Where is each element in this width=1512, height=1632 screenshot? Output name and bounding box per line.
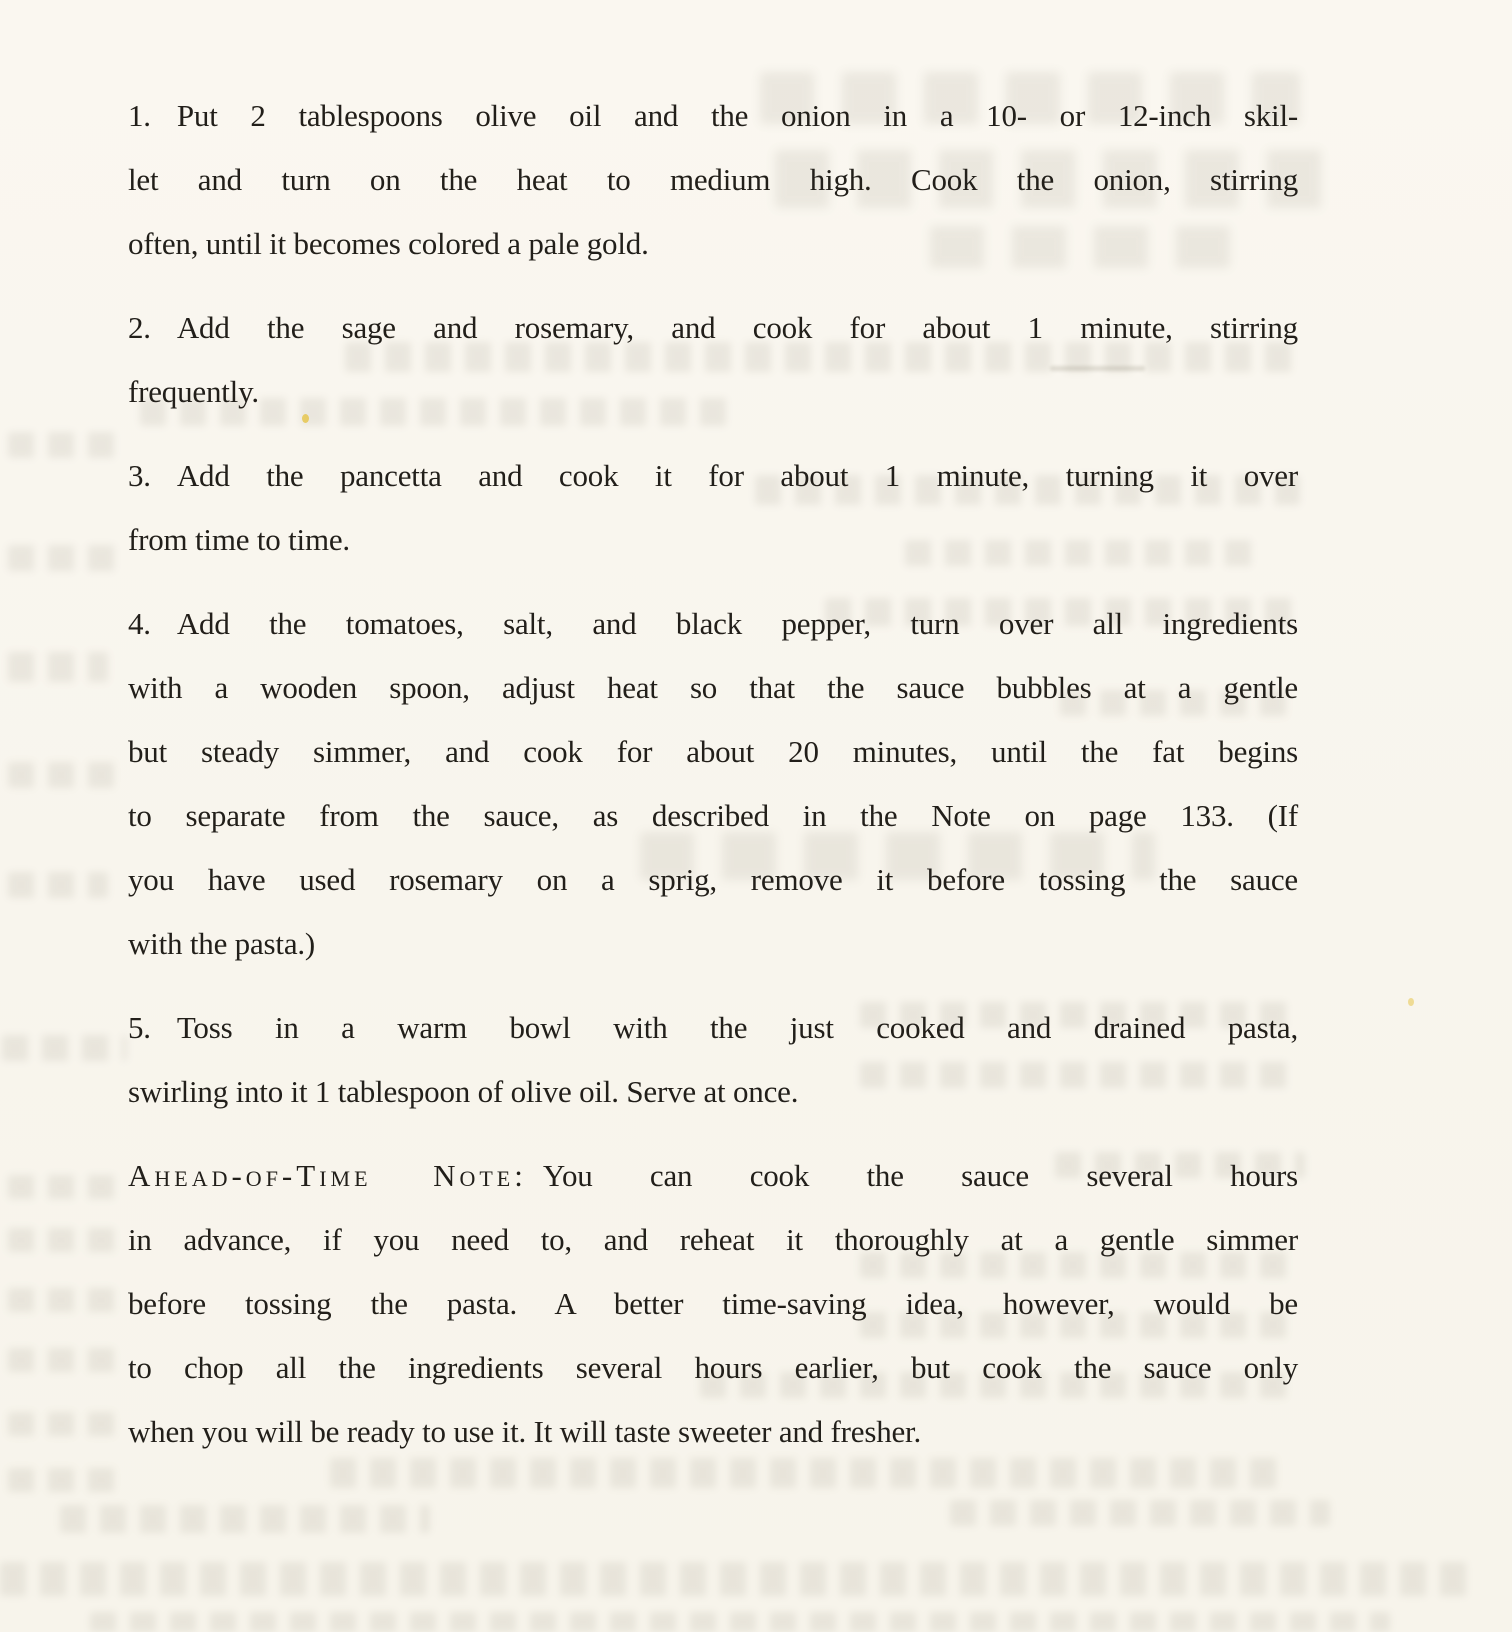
note-line: to chop all the ingredients several hours earlier, but cook the sauce only [128,1350,1298,1385]
step-line: 1. Put 2 tablespoons olive oil and the onion in a 10- or 12-inch skil- [128,84,1298,148]
show-through-ghost [8,872,108,898]
show-through-ghost [8,545,120,571]
note-line: when you will be ready to use it. It will taste sweeter and fresher. [128,1414,922,1449]
show-through-ghost [90,1612,1390,1632]
note-line: before tossing the pasta. A better time-saving idea, however, would be [128,1286,1298,1321]
step-line: 4. Add the tomatoes, salt, and black pepper, turn over all ingredients [128,592,1298,656]
show-through-ghost [8,1228,118,1252]
note-line: in advance, if you need to, and reheat it thoroughly at a gentle simmer [128,1222,1298,1257]
step-line: swirling into it 1 tablespoon of olive oil. Serve at once. [128,1074,799,1109]
show-through-ghost [8,652,108,682]
scan-speck [1408,998,1414,1006]
recipe-step [128,296,1298,424]
note-label: Ahead-of-Time Note: [128,1158,527,1193]
step-line: to separate from the sauce, as described in the Note on page 133. (If [128,798,1298,833]
show-through-ghost [8,762,120,788]
recipe-step [128,84,1298,276]
step-number: 1. [128,98,151,133]
recipe-step [128,996,1298,1124]
step-line: 2. Add the sage and rosemary, and cook for about 1 minute, stirring [128,296,1298,360]
show-through-ghost [8,1348,120,1372]
show-through-ghost [60,1505,430,1533]
step-line: 5. Toss in a warm bowl with the just cooked and drained pasta, [128,996,1298,1060]
step-line: often, until it becomes colored a pale gold. [128,226,649,261]
show-through-ghost [8,1412,126,1436]
show-through-ghost [2,1035,127,1061]
step-line: but steady simmer, and cook for about 20 minutes, until the fat begins [128,734,1298,769]
show-through-ghost [8,432,118,458]
recipe-instructions [128,84,1298,1484]
note-line: Ahead-of-Time Note: You can cook the sauce several hours [128,1158,1298,1193]
ahead-of-time-note [128,1144,1298,1464]
step-number: 3. [128,458,151,493]
step-line: you have used rosemary on a sprig, remove it before tossing the sauce [128,862,1298,897]
step-line: from time to time. [128,522,350,557]
step-number: 5. [128,1010,151,1045]
step-line: frequently. [128,374,259,409]
step-line: 3. Add the pancetta and cook it for about 1 minute, turning it over [128,444,1298,508]
show-through-ghost [950,1500,1330,1526]
show-through-ghost [8,1288,128,1312]
step-number: 2. [128,310,151,345]
recipe-step [128,592,1298,976]
show-through-ghost [8,1175,126,1199]
recipe-step [128,444,1298,572]
step-line: with the pasta.) [128,926,316,961]
step-number: 4. [128,606,151,641]
step-line: with a wooden spoon, adjust heat so that the sauce bubbles at a gentle [128,670,1298,705]
show-through-ghost [0,1562,1470,1596]
show-through-ghost [8,1468,120,1492]
step-line: let and turn on the heat to medium high. Cook the onion, stirring [128,162,1298,197]
